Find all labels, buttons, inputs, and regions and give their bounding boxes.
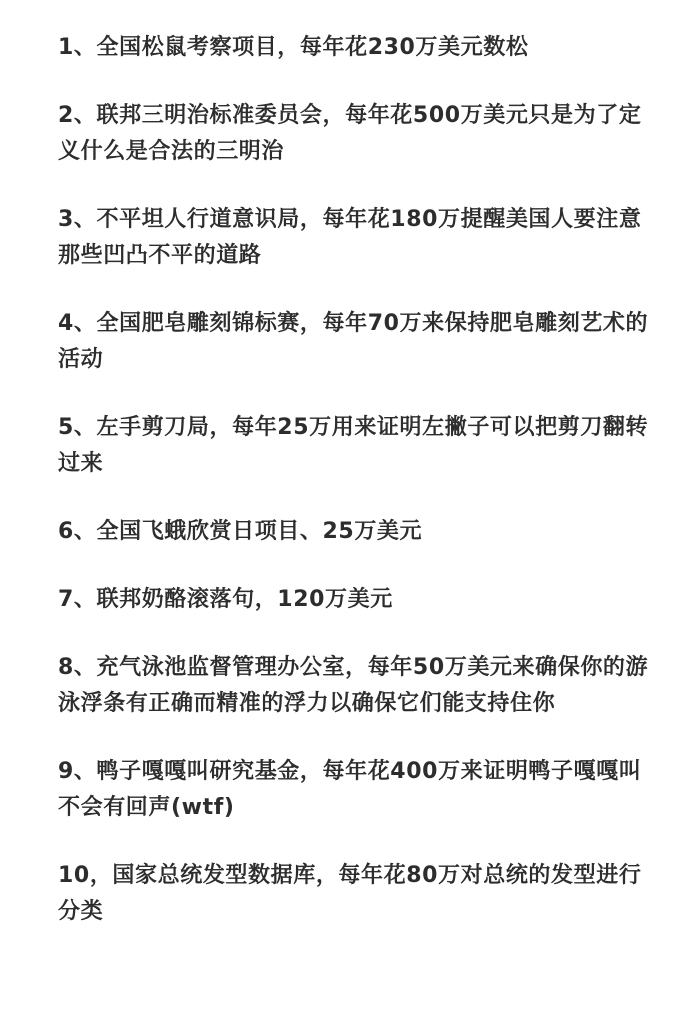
list-item: 1、全国松鼠考察项目，每年花230万美元数松 (58, 35, 529, 60)
list-item: 5、左手剪刀局，每年25万用来证明左撇子可以把剪刀翻转过来 (58, 415, 649, 476)
list-item: 7、联邦奶酪滚落句，120万美元 (58, 587, 393, 612)
list-item: 4、全国肥皂雕刻锦标赛，每年70万来保持肥皂雕刻艺术的活动 (58, 311, 649, 372)
list-item: 2、联邦三明治标准委员会，每年花500万美元只是为了定义什么是合法的三明治 (58, 103, 642, 164)
list-item: 6、全国飞蛾欣赏日项目、25万美元 (58, 519, 423, 544)
list-item: 10，国家总统发型数据库，每年花80万对总统的发型进行分类 (58, 863, 642, 924)
list-item: 9、鸭子嘎嘎叫研究基金，每年花400万来证明鸭子嘎嘎叫不会有回声(wtf) (58, 759, 642, 820)
list-item: 8、充气泳池监督管理办公室，每年50万美元来确保你的游泳浮条有正确而精准的浮力以确保它们能支持住你 (58, 655, 649, 716)
list-item: 3、不平坦人行道意识局，每年花180万提醒美国人要注意那些凹凸不平的道路 (58, 207, 642, 268)
item-list (58, 30, 658, 930)
